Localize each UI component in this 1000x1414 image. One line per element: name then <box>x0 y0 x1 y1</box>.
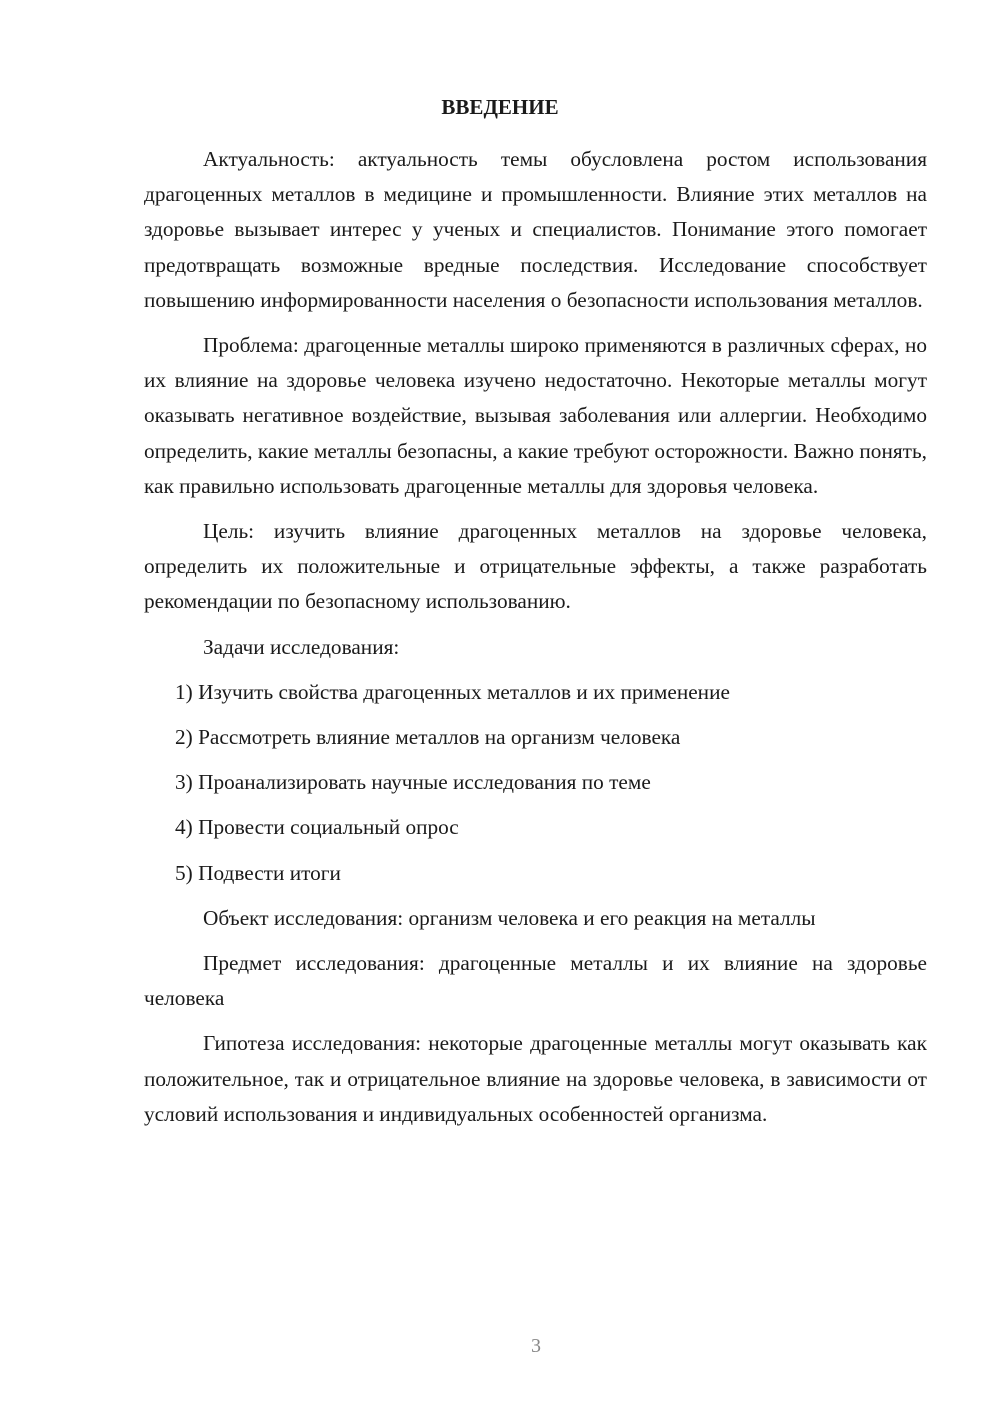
document-body <box>144 142 927 1132</box>
task-list <box>144 675 927 891</box>
paragraph-relevance: Актуальность: актуальность темы обусловлена ростом использования драгоценных металлов в медицине и промышленности. Влияние этих металлов на здоровье вызывает интерес у ученых и специалистов. Понимание этого помогает предотвращать возможные вредные последствия. Исследование способствует повышению информированности населения о безопасности использования металлов. <box>144 147 927 312</box>
paragraph-subject: Предмет исследования: драгоценные металлы и их влияние на здоровье человека <box>144 951 927 1011</box>
paragraph-goal: Цель: изучить влияние драгоценных металлов на здоровье человека, определить их положительные и отрицательные эффекты, а также разработать рекомендации по безопасному использованию. <box>144 519 927 614</box>
paragraph-tasks-intro: Задачи исследования: <box>203 634 400 659</box>
paragraph-object: Объект исследования: организм человека и его реакция на металлы <box>203 905 816 930</box>
paragraph-problem: Проблема: драгоценные металлы широко применяются в различных сферах, но их влияние на здоровье человека изучено недостаточно. Некоторые металлы могут оказывать негативное воздействие, вызывая заболевания или аллергии. Необходимо определить, какие металлы безопасны, а какие требуют осторожности. Важно понять, как правильно использовать драгоценные металлы для здоровья человека. <box>144 333 927 498</box>
page-title <box>72 95 1000 120</box>
list-item: 5) Подвести итоги <box>175 860 341 885</box>
list-item: 3) Проанализировать научные исследования по теме <box>175 770 651 795</box>
list-item: 2) Рассмотреть влияние металлов на организм человека <box>175 725 681 750</box>
list-item: 4) Провести социальный опрос <box>175 815 459 840</box>
page-title-text: ВВЕДЕНИЕ <box>441 95 559 119</box>
page-number-text: 3 <box>531 1335 541 1357</box>
list-item: 1) Изучить свойства драгоценных металлов и их применение <box>175 679 730 704</box>
page-number <box>0 1335 1000 1358</box>
paragraph-hypothesis: Гипотеза исследования: некоторые драгоценные металлы могут оказывать как положительное, так и отрицательное влияние на здоровье человека, в зависимости от условий использования и индивидуальных особенностей организма. <box>144 1031 927 1126</box>
